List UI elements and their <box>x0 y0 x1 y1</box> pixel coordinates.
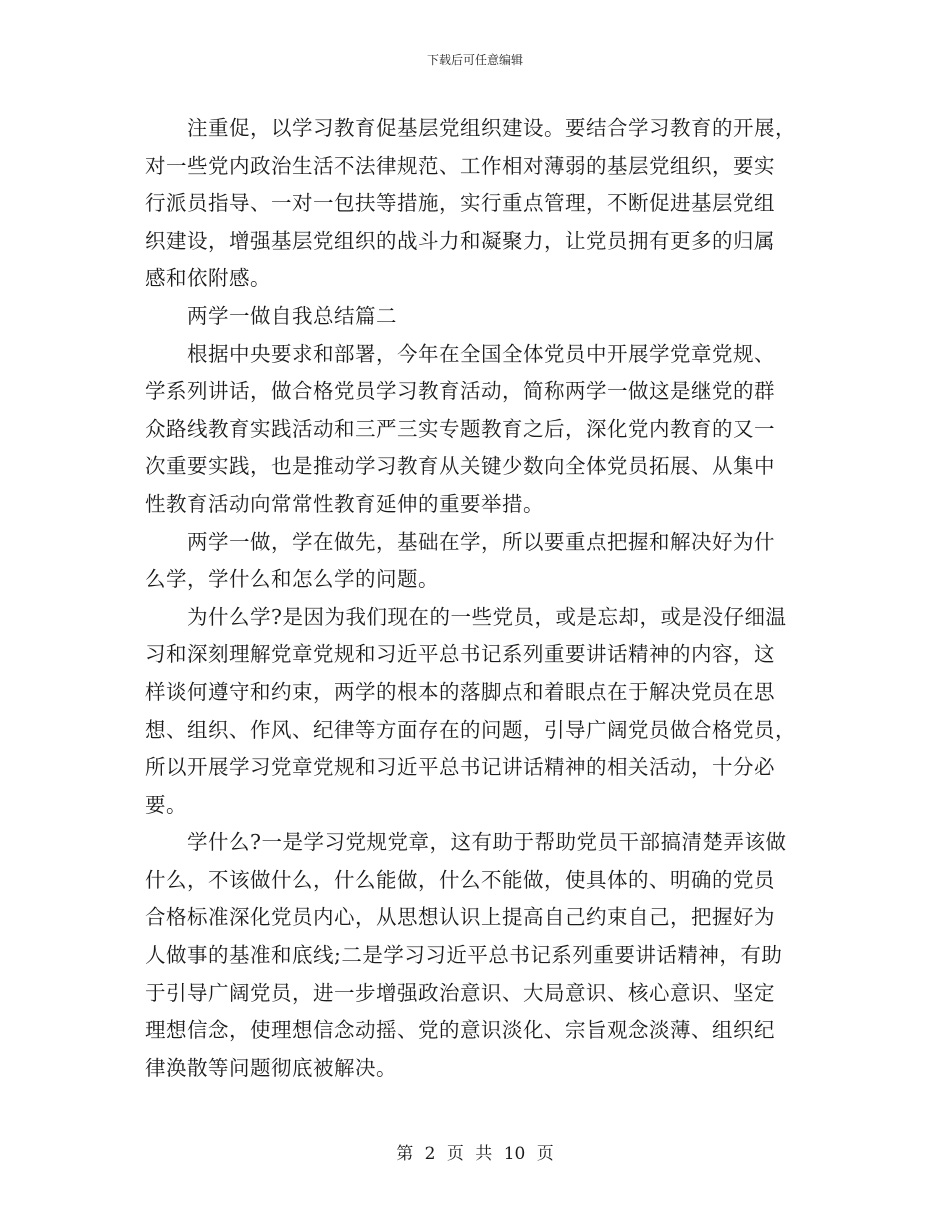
text-line: 于引导广阔党员，进一步增强政治意识、大局意识、核心意识、坚定 <box>145 980 775 1005</box>
text-line: 么学，学什么和怎么学的问题。 <box>145 567 439 592</box>
text-line: 所以开展学习党章党规和习近平总书记讲话精神的相关活动，十分必 <box>145 755 775 780</box>
text-line: 织建设，增强基层党组织的战斗力和凝聚力，让党员拥有更多的归属 <box>145 228 775 253</box>
paragraph <box>145 824 805 1087</box>
text-line: 两学一做自我总结篇二 <box>145 303 397 328</box>
text-line: 众路线教育实践活动和三严三实专题教育之后，深化党内教育的又一 <box>145 416 775 441</box>
text-line: 习和深刻理解党章党规和习近平总书记系列重要讲话精神的内容，这 <box>145 642 775 667</box>
paragraph <box>145 336 805 524</box>
text-line: 注重促，以学习教育促基层党组织建设。要结合学习教育的开展， <box>145 116 796 140</box>
paragraph <box>145 110 805 298</box>
text-line: 学什么?一是学习党规党章，这有助于帮助党员干部搞清楚弄该做 <box>145 830 787 855</box>
text-line: 要。 <box>145 792 187 817</box>
text-line: 合格标准深化党员内心，从思想认识上提高自己约束自己，把握好为 <box>145 905 775 930</box>
paragraph <box>145 524 805 599</box>
text-line: 想、组织、作风、纪律等方面存在的问题，引导广阔党员做合格党员， <box>145 717 796 742</box>
text-line: 什么，不该做什么，什么能做，什么不能做，使具体的、明确的党员 <box>145 867 775 892</box>
text-line: 律涣散等问题彻底被解决。 <box>145 1055 397 1080</box>
page-header: 下载后可任意编辑 <box>426 53 523 67</box>
text-line: 学系列讲话，做合格党员学习教育活动，简称两学一做这是继党的群 <box>145 379 775 404</box>
text-line: 样谈何遵守和约束，两学的根本的落脚点和着眼点在于解决党员在思 <box>145 679 775 704</box>
page-number-footer: 第 2 页 共 10 页 <box>396 1144 554 1164</box>
paragraph <box>145 298 805 336</box>
text-line: 根据中央要求和部署，今年在全国全体党员中开展学党章党规、 <box>145 341 775 366</box>
text-line: 感和依附感。 <box>145 266 271 291</box>
text-line: 两学一做，学在做先，基础在学，所以要重点把握和解决好为什 <box>145 529 775 554</box>
text-line: 行派员指导、一对一包扶等措施，实行重点管理，不断促进基层党组 <box>145 191 775 216</box>
text-line: 性教育活动向常常性教育延伸的重要举措。 <box>145 491 544 516</box>
text-line: 为什么学?是因为我们现在的一些党员，或是忘却，或是没仔细温 <box>145 604 787 629</box>
paragraph <box>145 599 805 825</box>
text-line: 人做事的基准和底线;二是学习习近平总书记系列重要讲话精神，有助 <box>145 943 783 968</box>
text-line: 理想信念，使理想信念动摇、党的意识淡化、宗旨观念淡薄、组织纪 <box>145 1018 775 1043</box>
document-body <box>145 110 805 1087</box>
text-line: 对一些党内政治生活不法律规范、工作相对薄弱的基层党组织，要实 <box>145 153 775 178</box>
text-line: 次重要实践，也是推动学习教育从关键少数向全体党员拓展、从集中 <box>145 454 775 479</box>
